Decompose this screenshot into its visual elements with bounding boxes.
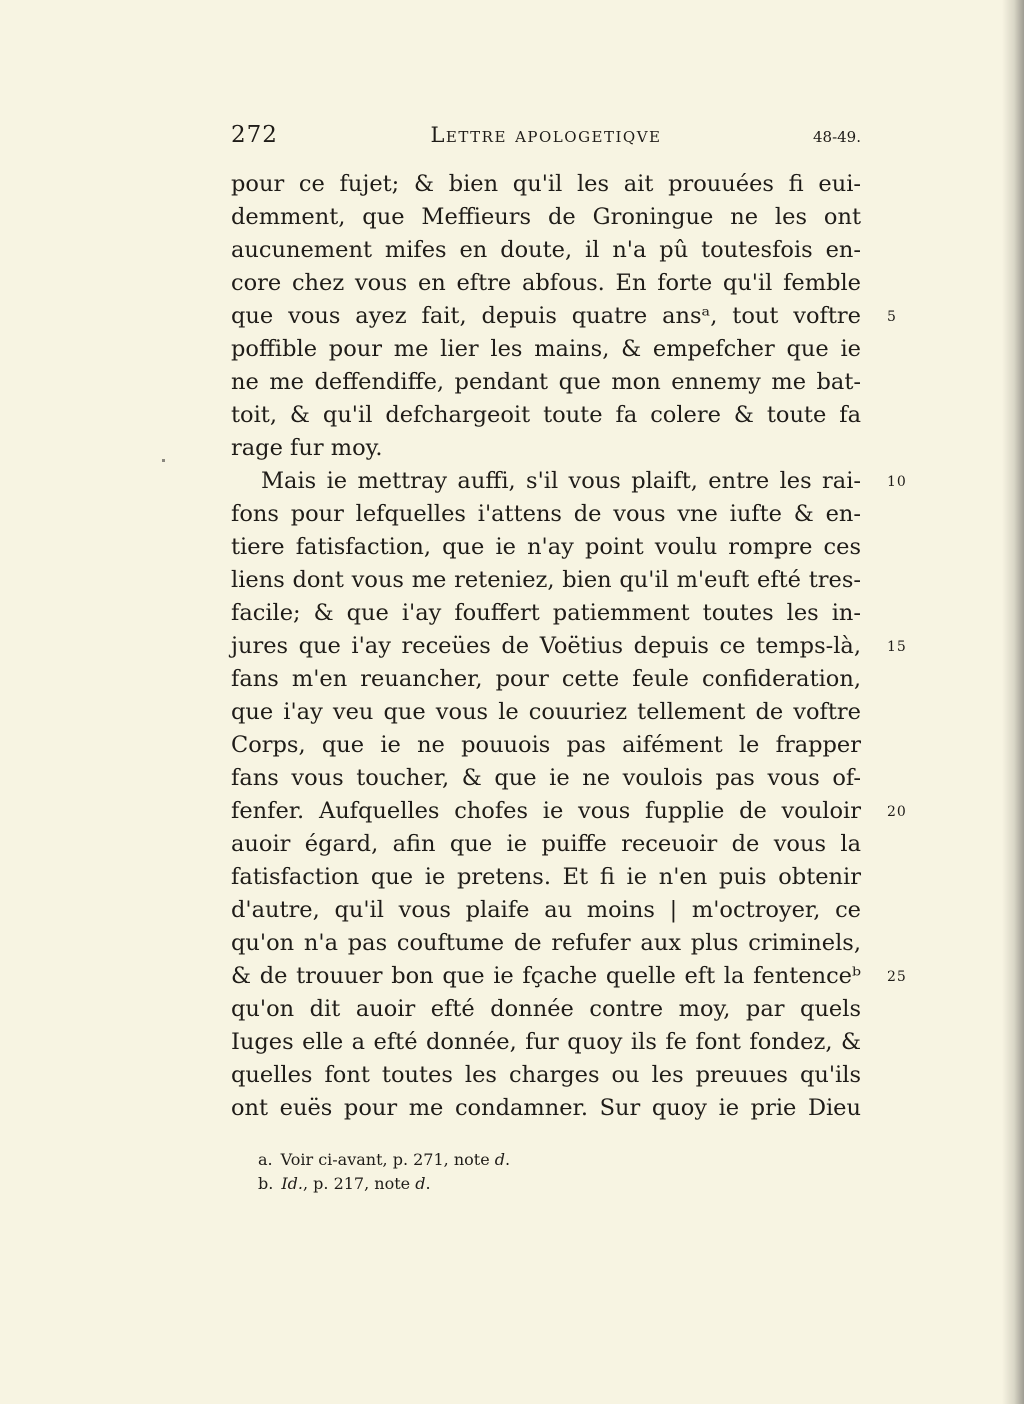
text-line: facile; & que i'ay fouffert patiemment toutes les in-: [231, 600, 861, 626]
footnote-b: b. Id., p. 217, note d.: [258, 1174, 431, 1193]
line-number: 25: [887, 969, 907, 985]
text-line: Iuges elle a efté donnée, fur quoy ils fe font fondez, &: [231, 1029, 861, 1055]
body-text: [231, 168, 907, 1125]
text-line: auoir égard, afin que ie puiffe receuoir de vous la: [231, 831, 861, 857]
text-line: poffible pour me lier les mains, & empefcher que ie: [231, 336, 861, 362]
text-line: aucunement mifes en doute, il n'a pû toutesfois en-: [231, 237, 861, 263]
text-line: que i'ay veu que vous le couuriez tellement de voftre: [231, 699, 861, 725]
paragraph-start-line: Mais ie mettray auffi, s'il vous plaift, entre les rai- 10: [231, 465, 861, 498]
text-line: toit, & qu'il defchargeoit toute fa colere & toute fa: [231, 402, 861, 428]
text-line: fenfer. Aufquelles chofes ie vous fupplie de vouloir 20: [231, 795, 861, 828]
text-line: liens dont vous me reteniez, bien qu'il m'euft efté tres-: [231, 567, 861, 593]
text-line: demment, que Meffieurs de Groningue ne les ont: [231, 204, 861, 230]
running-title: Lettre apologetiqve: [430, 123, 662, 147]
line-number: 5: [887, 309, 897, 325]
page-number: 272: [231, 122, 278, 148]
text-line: fans m'en reuancher, pour cette feule confideration,: [231, 666, 861, 692]
text-line: qu'on n'a pas couftume de refufer aux plus criminels,: [231, 930, 861, 956]
text-line: jures que i'ay receües de Voëtius depuis ce temps-là, 15: [231, 630, 861, 663]
page-header: [231, 122, 861, 158]
text-line: ont euës pour me condamner. Sur quoy ie prie Dieu: [231, 1095, 861, 1121]
text-line: Corps, que ie ne pouuois pas aifément le frapper: [231, 732, 861, 758]
text-line: rage fur moy.: [231, 435, 383, 461]
line-number: 15: [887, 639, 907, 655]
text-line: pour ce fujet; & bien qu'il les ait prouuées fi eui-: [231, 171, 861, 197]
text-line: quelles font toutes les charges ou les preuues qu'ils: [231, 1062, 861, 1088]
text-line: ne me deffendiffe, pendant que mon ennemy me bat-: [231, 369, 861, 395]
text-line: tiere fatisfaction, que ie n'ay point voulu rompre ces: [231, 534, 861, 560]
text-line: fans vous toucher, & que ie ne voulois pas vous of-: [231, 765, 861, 791]
line-number: 20: [887, 804, 907, 820]
text-line: d'autre, qu'il vous plaife au moins | m'octroyer, ce: [231, 897, 861, 923]
margin-speck: [162, 459, 165, 462]
line-number: 10: [887, 474, 907, 490]
page-range: 48-49.: [812, 128, 861, 146]
page-edge-shadow: [1002, 0, 1024, 1404]
text-line: fatisfaction que ie pretens. Et fi ie n'en puis obtenir: [231, 864, 861, 890]
text-line: fons pour lefquelles i'attens de vous vne iufte & en-: [231, 501, 861, 527]
text-line: que vous ayez fait, depuis quatre ansᵃ, tout voftre 5: [231, 300, 861, 333]
footnotes: [258, 1148, 758, 1196]
text-line: & de trouuer bon que ie fçache quelle eft la fentenceᵇ 25: [231, 960, 861, 993]
text-line: core chez vous en eftre abfous. En forte qu'il femble: [231, 270, 861, 296]
text-line: qu'on dit auoir efté donnée contre moy, par quels: [231, 996, 861, 1022]
footnote-a: a. Voir ci-avant, p. 271, note d.: [258, 1150, 511, 1169]
